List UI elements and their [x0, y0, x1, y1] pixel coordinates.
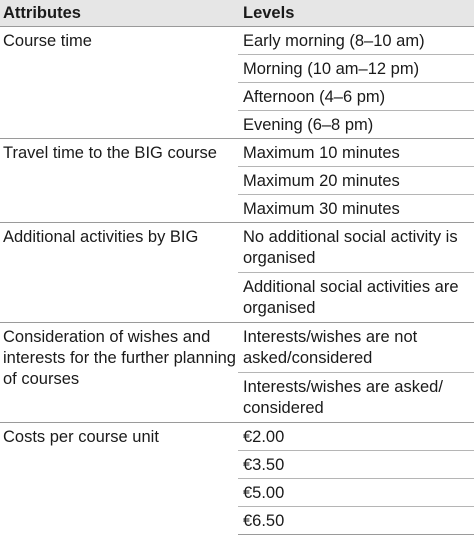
level-cell: Evening (6–8 pm)	[238, 111, 474, 139]
level-cell: €3.50	[238, 451, 474, 479]
level-cell: Interests/wishes are asked/ considered	[238, 373, 474, 423]
level-cell: Afternoon (4–6 pm)	[238, 83, 474, 111]
level-cell: Maximum 10 minutes	[238, 139, 474, 167]
level-cell: Morning (10 am–12 pm)	[238, 55, 474, 83]
level-cell: Additional social activities are organised	[238, 273, 474, 323]
header-row	[0, 0, 474, 27]
level-cell: Maximum 30 minutes	[238, 195, 474, 223]
attribute-course-time: Course time	[3, 32, 92, 50]
table-row	[0, 423, 474, 451]
level-cell: Early morning (8–10 am)	[243, 32, 425, 50]
level-cell: No additional social activity is organised	[238, 223, 474, 273]
level-cell: €2.00	[238, 423, 474, 451]
attribute-additional-activities: Additional activities by BIG	[0, 223, 238, 323]
attribute-costs: Costs per course unit	[0, 423, 238, 535]
level-cell: Maximum 20 minutes	[238, 167, 474, 195]
attribute-travel-time: Travel time to the BIG course	[0, 139, 238, 223]
header-attributes: Attributes	[0, 0, 238, 27]
table-row	[0, 223, 474, 273]
header-levels: Levels	[238, 0, 474, 27]
attribute-consideration-of-wishes: Consideration of wishes and interests for the further planning of courses	[0, 323, 238, 423]
table-row	[0, 323, 474, 373]
table-row	[0, 27, 474, 55]
level-cell: Interests/wishes are not asked/considered	[238, 323, 474, 373]
level-cell: €5.00	[238, 479, 474, 507]
table-row	[0, 139, 474, 167]
level-cell: €6.50	[238, 507, 474, 535]
